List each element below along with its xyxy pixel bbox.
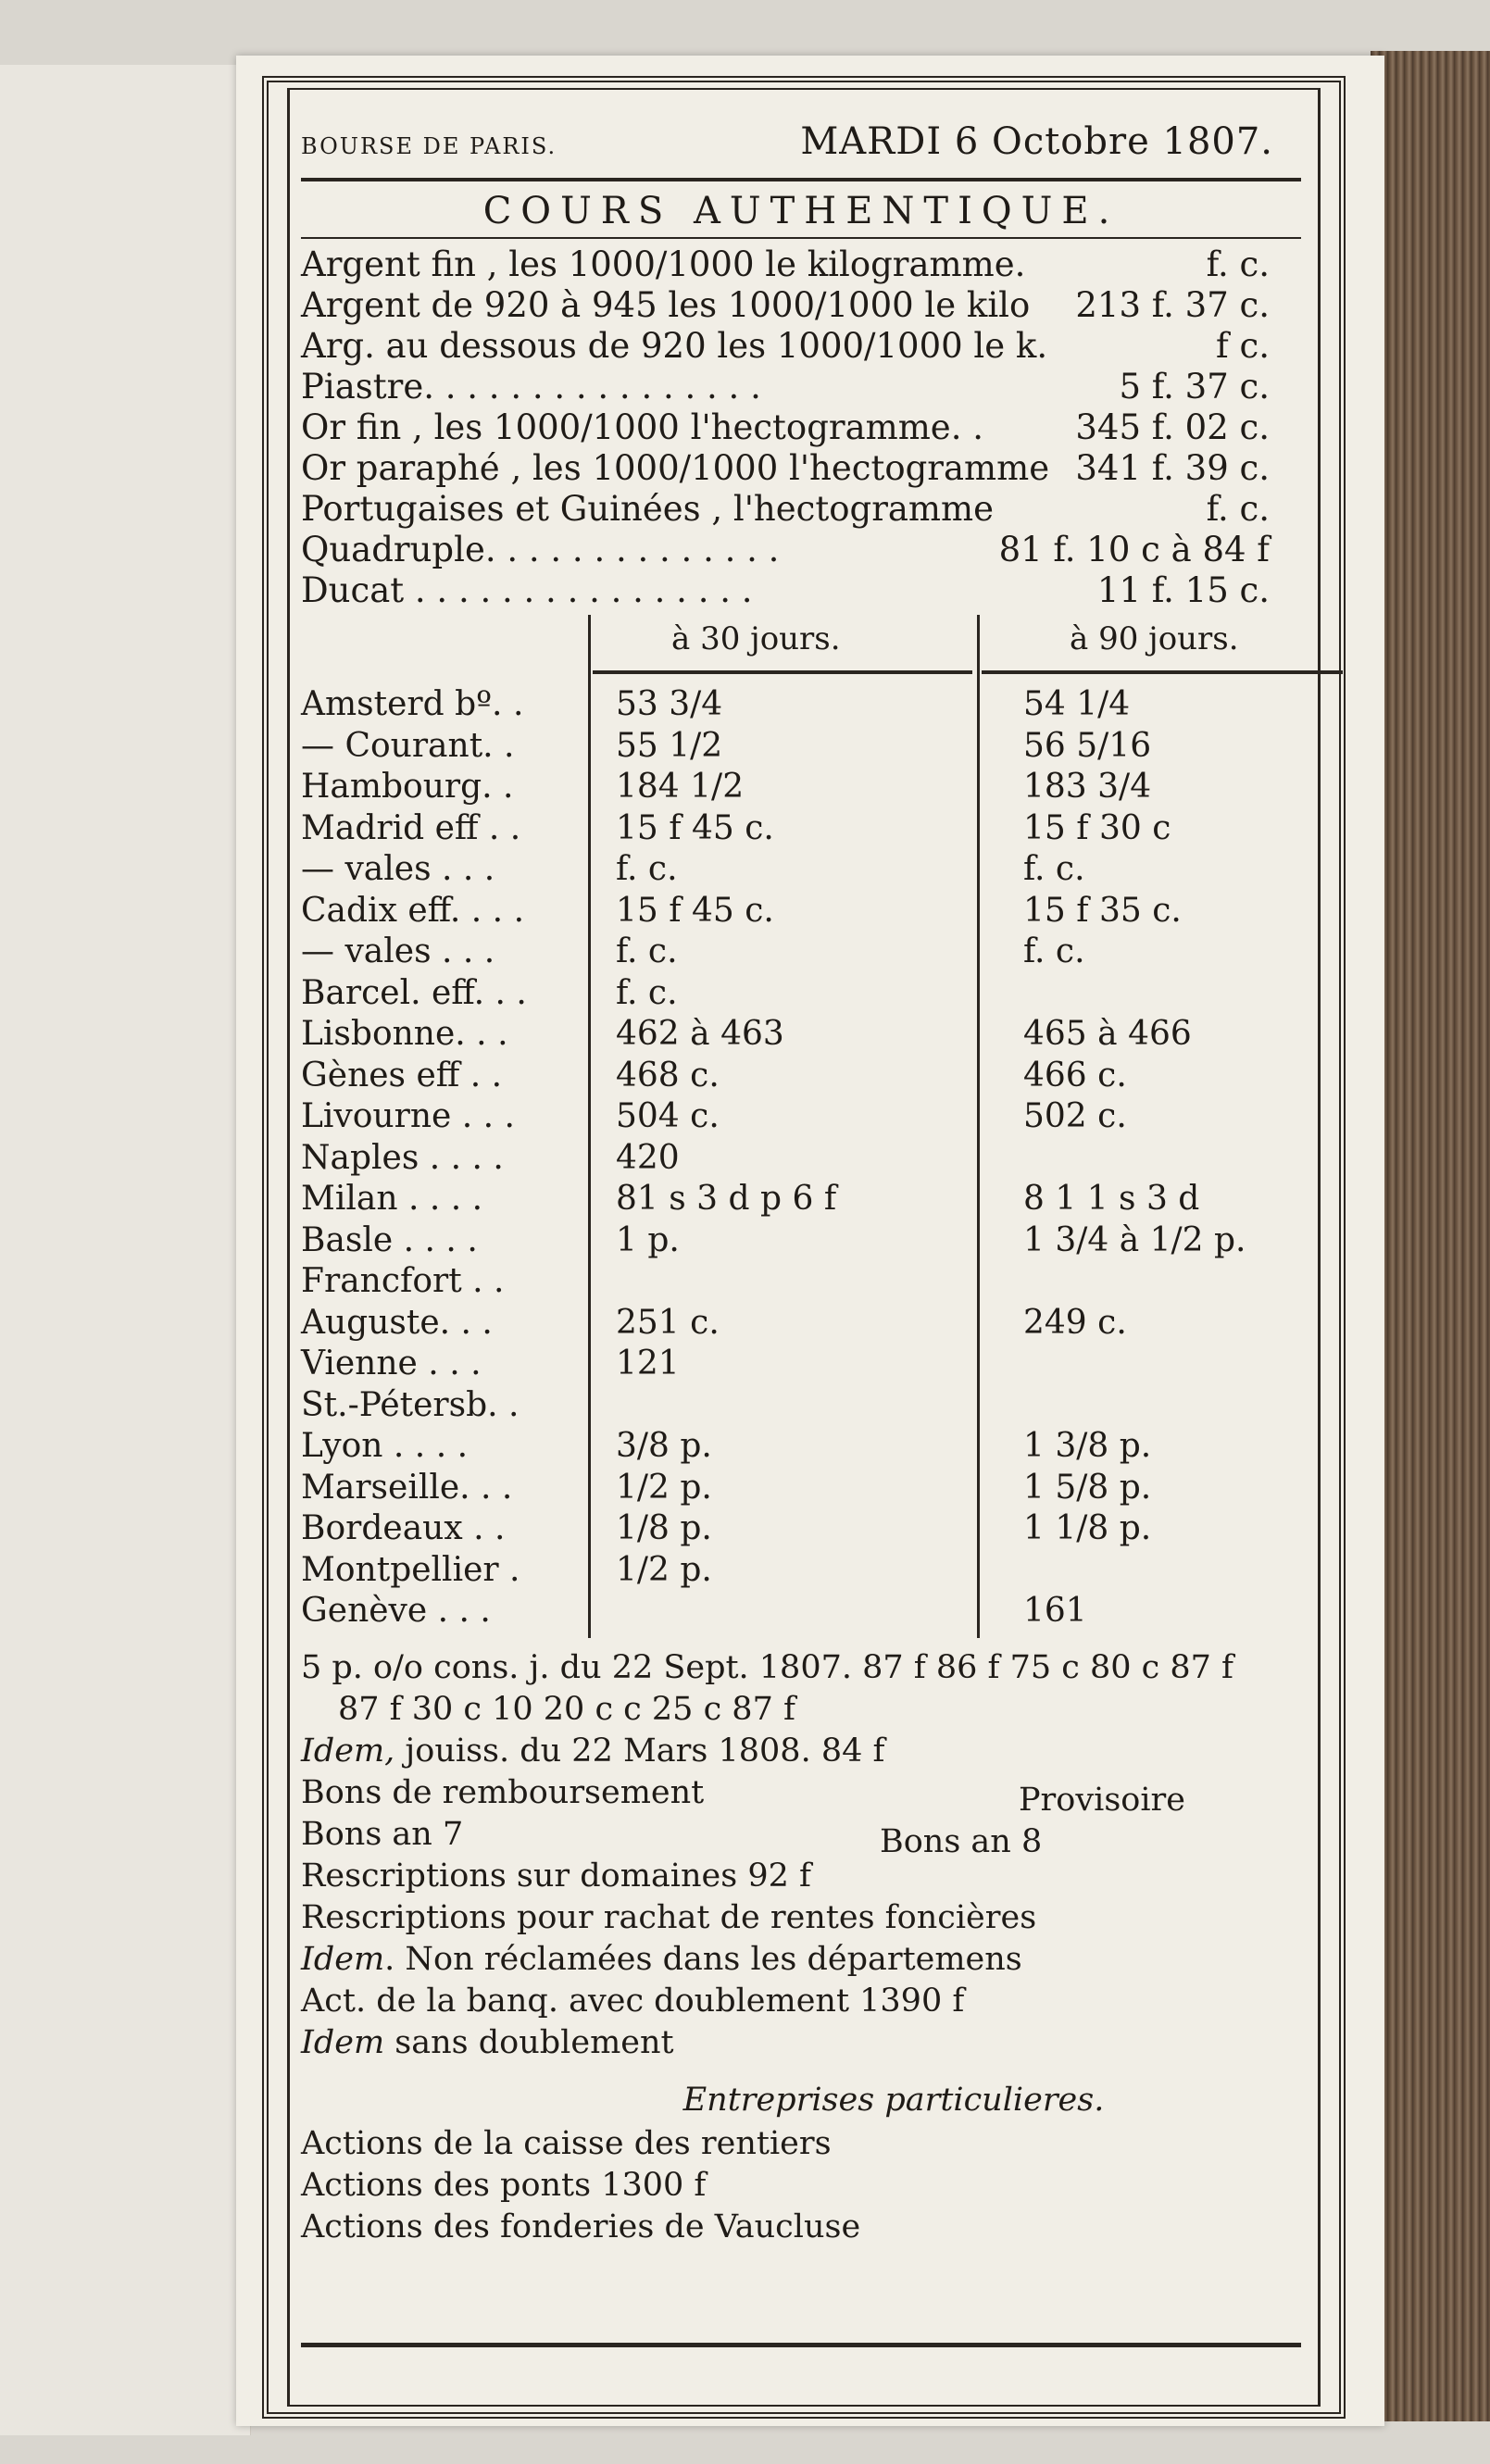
metal-value: f. c. [1206,489,1270,529]
bourse-title: BOURSE DE PARIS. [301,133,557,159]
exchange-row [301,1426,1301,1467]
rente-text: 5 p. o/o cons. j. du 22 Sept. 1807. 87 f 86 f 75 c 80 c 87 f [301,1649,1233,1686]
exchange-city: Basle . . . . [301,1220,478,1259]
title-rule [301,237,1301,239]
act-fonderies-line [301,2207,1301,2248]
exchange-city: St.-Pétersb. . [301,1385,520,1424]
idem3-text: sans doublement [394,2024,674,2061]
exchange-rate-30: 420 [616,1138,680,1177]
exchange-rate-30: 3/8 p. [616,1427,712,1465]
exchange-row [301,684,1301,725]
exchange-city: — vales . . . [301,932,495,970]
exchange-row [301,1468,1301,1508]
exchange-rate-90: 161 [1023,1592,1087,1630]
exchange-rate-90: 56 5/16 [1023,726,1152,765]
exchange-row [301,1303,1301,1344]
exchange-row [301,932,1301,972]
rescr-domaines: Rescriptions sur domaines 92 f [301,1857,811,1895]
idem2-text: . Non réclamées dans les départemens [384,1941,1022,1978]
exchange-city: Lyon . . . . [301,1427,469,1465]
exchange-row [301,849,1301,890]
idem-text: jouiss. du 22 Mars 1808. 84 f [405,1732,885,1770]
exchange-rate-90: 8 1 1 s 3 d [1023,1180,1200,1218]
metal-value: 81 f. 10 c à 84 f [998,530,1270,569]
idem3-word: Idem [301,2024,385,2061]
exchange-city: Milan . . . . [301,1180,483,1218]
exchange-city: Vienne . . . [301,1345,482,1382]
metal-row [301,367,1301,407]
idem-line [301,1731,1301,1772]
exchange-rate-30: 15 f 45 c. [616,891,774,930]
exchange-rate-30: 55 1/2 [616,726,723,765]
metal-label: Ducat . . . . . . . . . . . . . . . . [301,570,753,610]
exchange-city: Genève . . . [301,1592,491,1630]
provisoire: Provisoire [1019,1782,1185,1819]
exchange-rate-90: 1 5/8 p. [1023,1468,1152,1507]
rescr-rachat: Rescriptions pour rachat de rentes foncières [301,1899,1037,1936]
exchange-row [301,1138,1301,1179]
exchange-city: Madrid eff . . [301,808,521,847]
metal-row [301,244,1301,285]
exchange-city: Hambourg. . [301,768,514,806]
exchange-rate-30: 1/8 p. [616,1509,712,1547]
exchange-row [301,1385,1301,1426]
exchange-rate-30: f. c. [616,932,678,970]
metal-label: Or fin , les 1000/1000 l'hectogramme. . [301,407,983,447]
metal-value: 341 f. 39 c. [1075,448,1270,488]
exchange-city: Lisbonne. . . [301,1015,508,1053]
idem-word: Idem, [301,1732,395,1770]
exchange-city: Barcel. eff. . . [301,973,527,1012]
exchange-table [301,615,1301,1638]
metal-label: Or paraphé , les 1000/1000 l'hectogramme [301,448,1050,488]
exchange-row [301,767,1301,807]
metal-row [301,530,1301,570]
exchange-rate-90: 1 3/8 p. [1023,1427,1152,1465]
exchange-rate-30: f. c. [616,850,678,888]
exchange-city: Auguste. . . [301,1303,493,1342]
exchange-rate-30: f. c. [616,973,678,1012]
exchange-city: Bordeaux . . [301,1509,506,1547]
bons-an8: Bons an 8 [880,1823,1043,1860]
left-page [0,65,251,2435]
exchange-row [301,1056,1301,1096]
exchange-row [301,1591,1301,1632]
exchange-row [301,726,1301,767]
exchange-city: Montpellier . [301,1550,520,1589]
exchange-row [301,808,1301,849]
exchange-city: Gènes eff . . [301,1056,503,1094]
act-fonderies: Actions des fonderies de Vaucluse [301,2208,861,2245]
rente-text-cont: 87 f 30 c 10 20 c c 25 c 87 f [338,1691,795,1728]
idem2-word: Idem [301,1941,385,1978]
exchange-rate-90: 465 à 466 [1023,1015,1192,1053]
section-title: Entreprises particulieres. [682,2082,1105,2119]
exchange-rate-90: 502 c. [1023,1097,1127,1135]
col-header-rule [982,670,1343,674]
exchange-rate-30: 81 s 3 d p 6 f [616,1180,837,1218]
exchange-row [301,1220,1301,1261]
exchange-row [301,1344,1301,1384]
exchange-city: Francfort . . [301,1262,505,1300]
exchange-rate-90: 466 c. [1023,1056,1127,1094]
exchange-row [301,1550,1301,1591]
bons-remb-line [301,1772,1301,1819]
exchange-rate-90: 1 1/8 p. [1023,1509,1152,1547]
exchange-rate-30: 121 [616,1345,680,1382]
exchange-rate-90: 54 1/4 [1023,685,1131,723]
exchange-city: — vales . . . [301,850,495,888]
bons-remb: Bons de remboursement [301,1774,705,1811]
exchange-rate-30: 1 p. [616,1220,680,1259]
metal-value: f c. [1216,326,1270,366]
exchange-city: Marseille. . . [301,1468,513,1507]
exchange-city: — Courant. . [301,726,515,765]
exchange-rate-30: 251 c. [616,1303,720,1342]
bottom-rule [301,2343,1301,2347]
exchange-city: Cadix eff. . . . [301,891,525,930]
exchange-rate-90: 249 c. [1023,1303,1127,1342]
exchange-city: Naples . . . . [301,1138,504,1177]
bons-an-line [301,1814,1301,1860]
idem-group [301,1731,884,1772]
exchange-city: Amsterd bº. . [301,685,524,723]
metal-row [301,448,1301,489]
exchange-rate-30: 462 à 463 [616,1015,784,1053]
act-caisse-line [301,2123,1301,2165]
rente-line-cont [301,1689,1301,1731]
col-header-30: à 30 jours. [671,620,841,657]
metal-label: Piastre. . . . . . . . . . . . . . . . [301,367,761,406]
page-title: COURS AUTHENTIQUE. [482,190,1120,232]
exchange-row [301,1261,1301,1302]
idem3-line [301,2022,1301,2064]
metal-row [301,570,1301,611]
idem2-group [301,1939,1022,1981]
idem3-group [301,2022,674,2064]
rescr-rachat-line [301,1897,1301,1939]
exchange-row [301,891,1301,932]
col-header-90: à 90 jours. [1070,620,1239,657]
exchange-rate-90: 15 f 35 c. [1023,891,1182,930]
exchange-rate-90: 183 3/4 [1023,768,1152,806]
rente-line [301,1647,1301,1689]
exchange-rate-90: f. c. [1023,850,1085,888]
metal-label: Portugaises et Guinées , l'hectogramme [301,489,995,529]
content [301,111,1301,2248]
metal-value: 11 f. 15 c. [1096,570,1270,610]
exchange-row [301,1096,1301,1137]
metal-value: 5 f. 37 c. [1119,367,1270,406]
rescr-domaines-line [301,1856,1301,1897]
idem2-line [301,1939,1301,1981]
exchange-row [301,1179,1301,1219]
exchange-rate-90: 15 f 30 c [1023,808,1171,847]
header [301,111,1301,178]
exchange-row [301,973,1301,1014]
metal-row [301,489,1301,530]
act-banq: Act. de la banq. avec doublement 1390 f [301,1982,965,2020]
exchange-rate-30: 184 1/2 [616,768,745,806]
date-title: MARDI 6 Octobre 1807. [800,120,1273,163]
exchange-city: Livourne . . . [301,1097,515,1135]
col-header-rule [593,670,972,674]
exchange-rate-90: 1 3/4 à 1/2 p. [1023,1220,1246,1259]
metal-label: Argent fin , les 1000/1000 le kilogramme. [301,244,1026,284]
exchange-rate-30: 1/2 p. [616,1468,712,1507]
metals-list [301,244,1301,611]
metal-value: f. c. [1206,244,1270,284]
bons-an7: Bons an 7 [301,1816,464,1853]
act-banq-line [301,1981,1301,2022]
act-ponts-line [301,2165,1301,2207]
metal-value: 213 f. 37 c. [1075,285,1270,325]
metal-row [301,326,1301,367]
exchange-rate-30: 53 3/4 [616,685,723,723]
exchange-rate-30: 1/2 p. [616,1550,712,1589]
exchange-rate-90: f. c. [1023,932,1085,970]
act-caisse: Actions de la caisse des rentiers [301,2125,832,2162]
metal-row [301,285,1301,326]
metal-label: Arg. au dessous de 920 les 1000/1000 le k. [301,326,1048,366]
metal-label: Quadruple. . . . . . . . . . . . . . [301,530,780,569]
exchange-rate-30: 504 c. [616,1097,720,1135]
metal-label: Argent de 920 à 945 les 1000/1000 le kilo [301,285,1031,325]
page-edges [1371,51,1490,2421]
exchange-row [301,1014,1301,1055]
metal-value: 345 f. 02 c. [1075,407,1270,447]
funds-section [301,1647,1301,2248]
exchange-rate-30: 468 c. [616,1056,720,1094]
exchange-rate-30: 15 f 45 c. [616,808,774,847]
metal-row [301,407,1301,448]
act-ponts: Actions des ponts 1300 f [301,2167,707,2204]
header-rule [301,178,1301,181]
newspaper-page [236,56,1384,2426]
exchange-row [301,1508,1301,1549]
